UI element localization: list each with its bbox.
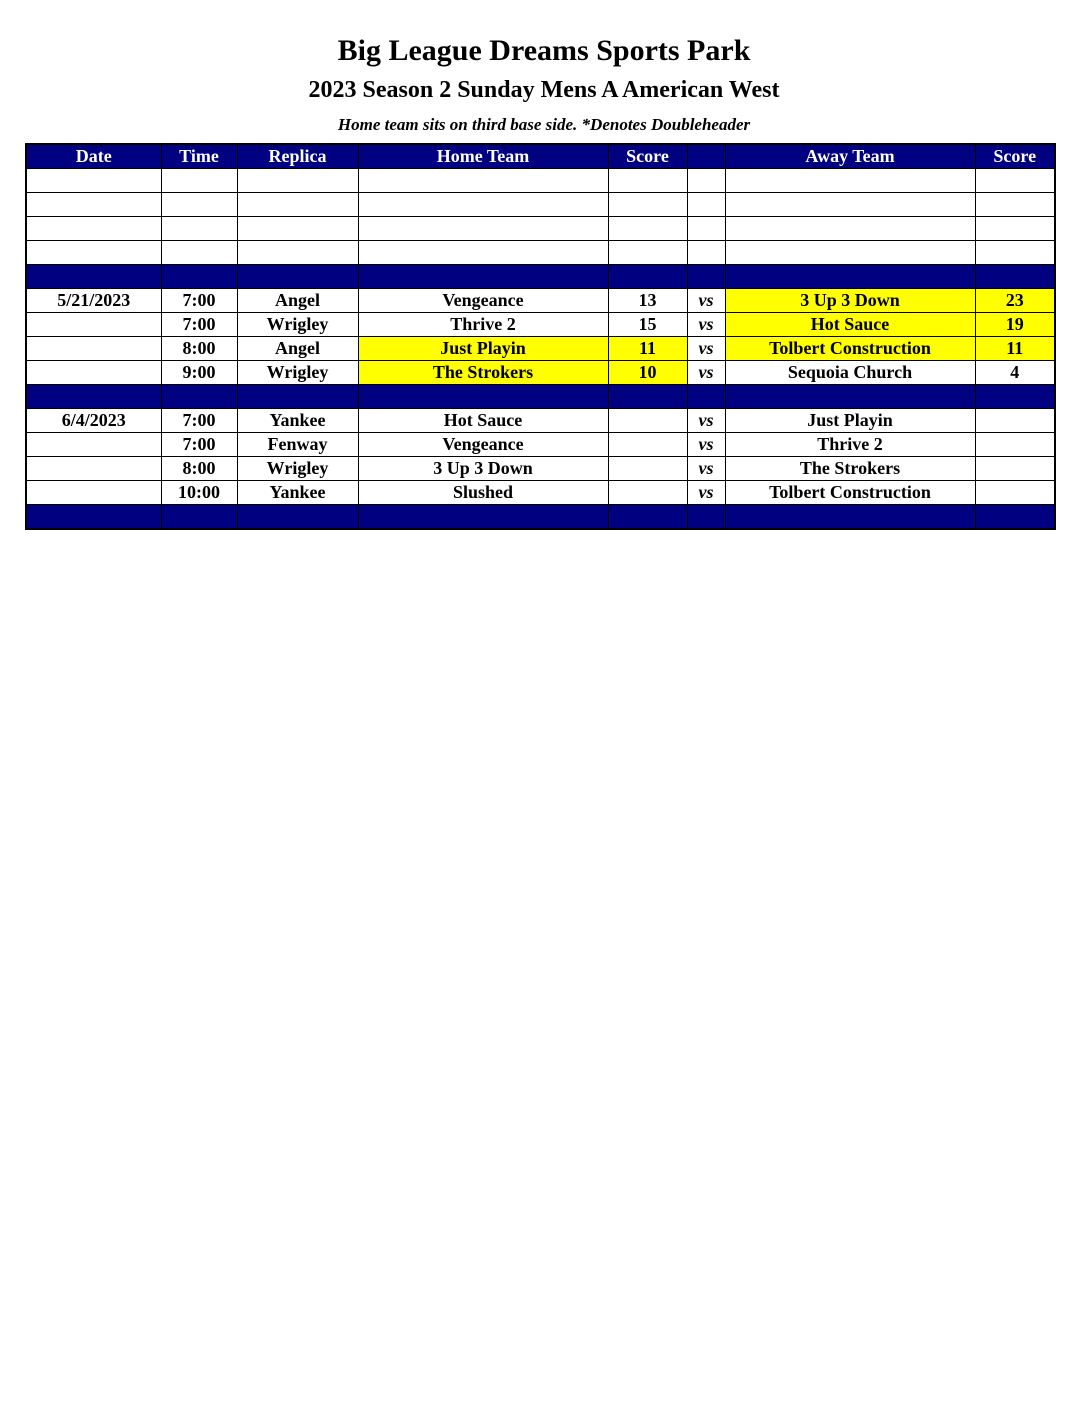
home-score-cell: 11 [608, 337, 687, 361]
schedule-note: Home team sits on third base side. *Denotes Doubleheader [337, 115, 751, 134]
home-score-cell [608, 433, 687, 457]
home-team-cell: Hot Sauce [358, 409, 608, 433]
replica-cell: Angel [237, 337, 358, 361]
date-cell [26, 361, 161, 385]
separator-cell [237, 385, 358, 409]
blank-cell [608, 193, 687, 217]
vs-cell: vs [687, 433, 725, 457]
blank-cell [358, 241, 608, 265]
page-subtitle: 2023 Season 2 Sunday Mens A American West [308, 77, 780, 103]
page-title: Big League Dreams Sports Park [337, 34, 751, 67]
home-score-cell [608, 481, 687, 505]
home-team-cell: Thrive 2 [358, 313, 608, 337]
away-score-cell [975, 481, 1055, 505]
column-header-away-team: Away Team [725, 144, 975, 169]
date-cell: 6/4/2023 [26, 409, 161, 433]
separator-cell [26, 385, 161, 409]
column-header-time: Time [161, 144, 237, 169]
game-row [26, 313, 1055, 337]
time-cell: 8:00 [161, 337, 237, 361]
time-cell: 7:00 [161, 433, 237, 457]
home-score-cell [608, 457, 687, 481]
replica-cell: Wrigley [237, 361, 358, 385]
blank-cell [975, 241, 1055, 265]
separator-cell [358, 265, 608, 289]
separator-cell [26, 265, 161, 289]
separator-row [26, 265, 1055, 289]
blank-row [26, 169, 1055, 193]
blank-cell [725, 217, 975, 241]
blank-row [26, 241, 1055, 265]
blank-cell [358, 169, 608, 193]
vs-cell: vs [687, 409, 725, 433]
separator-cell [237, 265, 358, 289]
vs-cell: vs [687, 337, 725, 361]
home-score-cell: 10 [608, 361, 687, 385]
separator-cell [608, 385, 687, 409]
away-score-cell [975, 457, 1055, 481]
away-team-cell: Just Playin [725, 409, 975, 433]
column-header-home-team: Home Team [358, 144, 608, 169]
separator-cell [687, 265, 725, 289]
separator-cell [237, 505, 358, 530]
date-cell [26, 457, 161, 481]
blank-cell [975, 217, 1055, 241]
blank-cell [237, 217, 358, 241]
separator-cell [26, 505, 161, 530]
blank-cell [26, 241, 161, 265]
separator-row [26, 385, 1055, 409]
game-row [26, 481, 1055, 505]
replica-cell: Wrigley [237, 457, 358, 481]
home-team-cell: Slushed [358, 481, 608, 505]
replica-cell: Fenway [237, 433, 358, 457]
time-cell: 7:00 [161, 409, 237, 433]
schedule-body [26, 169, 1055, 530]
separator-cell [358, 505, 608, 530]
time-cell: 10:00 [161, 481, 237, 505]
vs-cell: vs [687, 313, 725, 337]
time-cell: 7:00 [161, 289, 237, 313]
separator-cell [608, 505, 687, 530]
column-header-replica: Replica [237, 144, 358, 169]
home-score-cell: 13 [608, 289, 687, 313]
away-score-cell: 4 [975, 361, 1055, 385]
separator-cell [608, 265, 687, 289]
column-header-vs [687, 144, 725, 169]
blank-cell [687, 169, 725, 193]
replica-cell: Angel [237, 289, 358, 313]
separator-row [26, 505, 1055, 530]
separator-cell [161, 505, 237, 530]
time-cell: 9:00 [161, 361, 237, 385]
time-cell: 7:00 [161, 313, 237, 337]
column-header-away-score: Score [975, 144, 1055, 169]
date-cell [26, 433, 161, 457]
blank-cell [608, 169, 687, 193]
blank-row [26, 193, 1055, 217]
date-cell [26, 313, 161, 337]
date-cell [26, 481, 161, 505]
separator-cell [161, 265, 237, 289]
blank-cell [358, 193, 608, 217]
separator-cell [725, 265, 975, 289]
away-score-cell [975, 409, 1055, 433]
game-row [26, 409, 1055, 433]
vs-cell: vs [687, 481, 725, 505]
blank-cell [975, 169, 1055, 193]
game-row [26, 289, 1055, 313]
separator-cell [975, 505, 1055, 530]
blank-cell [237, 193, 358, 217]
date-cell: 5/21/2023 [26, 289, 161, 313]
away-team-cell: Tolbert Construction [725, 337, 975, 361]
vs-cell: vs [687, 361, 725, 385]
separator-cell [975, 385, 1055, 409]
blank-row [26, 217, 1055, 241]
home-team-cell: 3 Up 3 Down [358, 457, 608, 481]
blank-cell [975, 193, 1055, 217]
blank-cell [26, 193, 161, 217]
away-team-cell: Hot Sauce [725, 313, 975, 337]
blank-cell [608, 217, 687, 241]
blank-cell [608, 241, 687, 265]
blank-cell [725, 169, 975, 193]
away-score-cell: 11 [975, 337, 1055, 361]
blank-cell [161, 193, 237, 217]
date-cell [26, 337, 161, 361]
home-score-cell: 15 [608, 313, 687, 337]
away-team-cell: Tolbert Construction [725, 481, 975, 505]
blank-cell [237, 169, 358, 193]
separator-cell [687, 505, 725, 530]
blank-cell [26, 169, 161, 193]
vs-cell: vs [687, 289, 725, 313]
away-team-cell: Thrive 2 [725, 433, 975, 457]
blank-cell [358, 217, 608, 241]
home-score-cell [608, 409, 687, 433]
blank-cell [161, 217, 237, 241]
home-team-cell: Just Playin [358, 337, 608, 361]
away-score-cell [975, 433, 1055, 457]
game-row [26, 361, 1055, 385]
separator-cell [975, 265, 1055, 289]
blank-cell [687, 193, 725, 217]
time-cell: 8:00 [161, 457, 237, 481]
blank-cell [26, 217, 161, 241]
away-team-cell: Sequoia Church [725, 361, 975, 385]
schedule-table [25, 143, 1056, 530]
blank-cell [161, 169, 237, 193]
away-team-cell: The Strokers [725, 457, 975, 481]
home-team-cell: Vengeance [358, 433, 608, 457]
game-row [26, 457, 1055, 481]
replica-cell: Yankee [237, 409, 358, 433]
column-header-date: Date [26, 144, 161, 169]
column-header-home-score: Score [608, 144, 687, 169]
blank-cell [161, 241, 237, 265]
game-row [26, 337, 1055, 361]
separator-cell [725, 505, 975, 530]
home-team-cell: The Strokers [358, 361, 608, 385]
replica-cell: Yankee [237, 481, 358, 505]
vs-cell: vs [687, 457, 725, 481]
blank-cell [237, 241, 358, 265]
blank-cell [725, 241, 975, 265]
blank-cell [687, 217, 725, 241]
separator-cell [161, 385, 237, 409]
table-header-row [26, 144, 1055, 169]
separator-cell [725, 385, 975, 409]
replica-cell: Wrigley [237, 313, 358, 337]
away-score-cell: 23 [975, 289, 1055, 313]
home-team-cell: Vengeance [358, 289, 608, 313]
separator-cell [687, 385, 725, 409]
blank-cell [725, 193, 975, 217]
away-team-cell: 3 Up 3 Down [725, 289, 975, 313]
away-score-cell: 19 [975, 313, 1055, 337]
game-row [26, 433, 1055, 457]
separator-cell [358, 385, 608, 409]
blank-cell [687, 241, 725, 265]
